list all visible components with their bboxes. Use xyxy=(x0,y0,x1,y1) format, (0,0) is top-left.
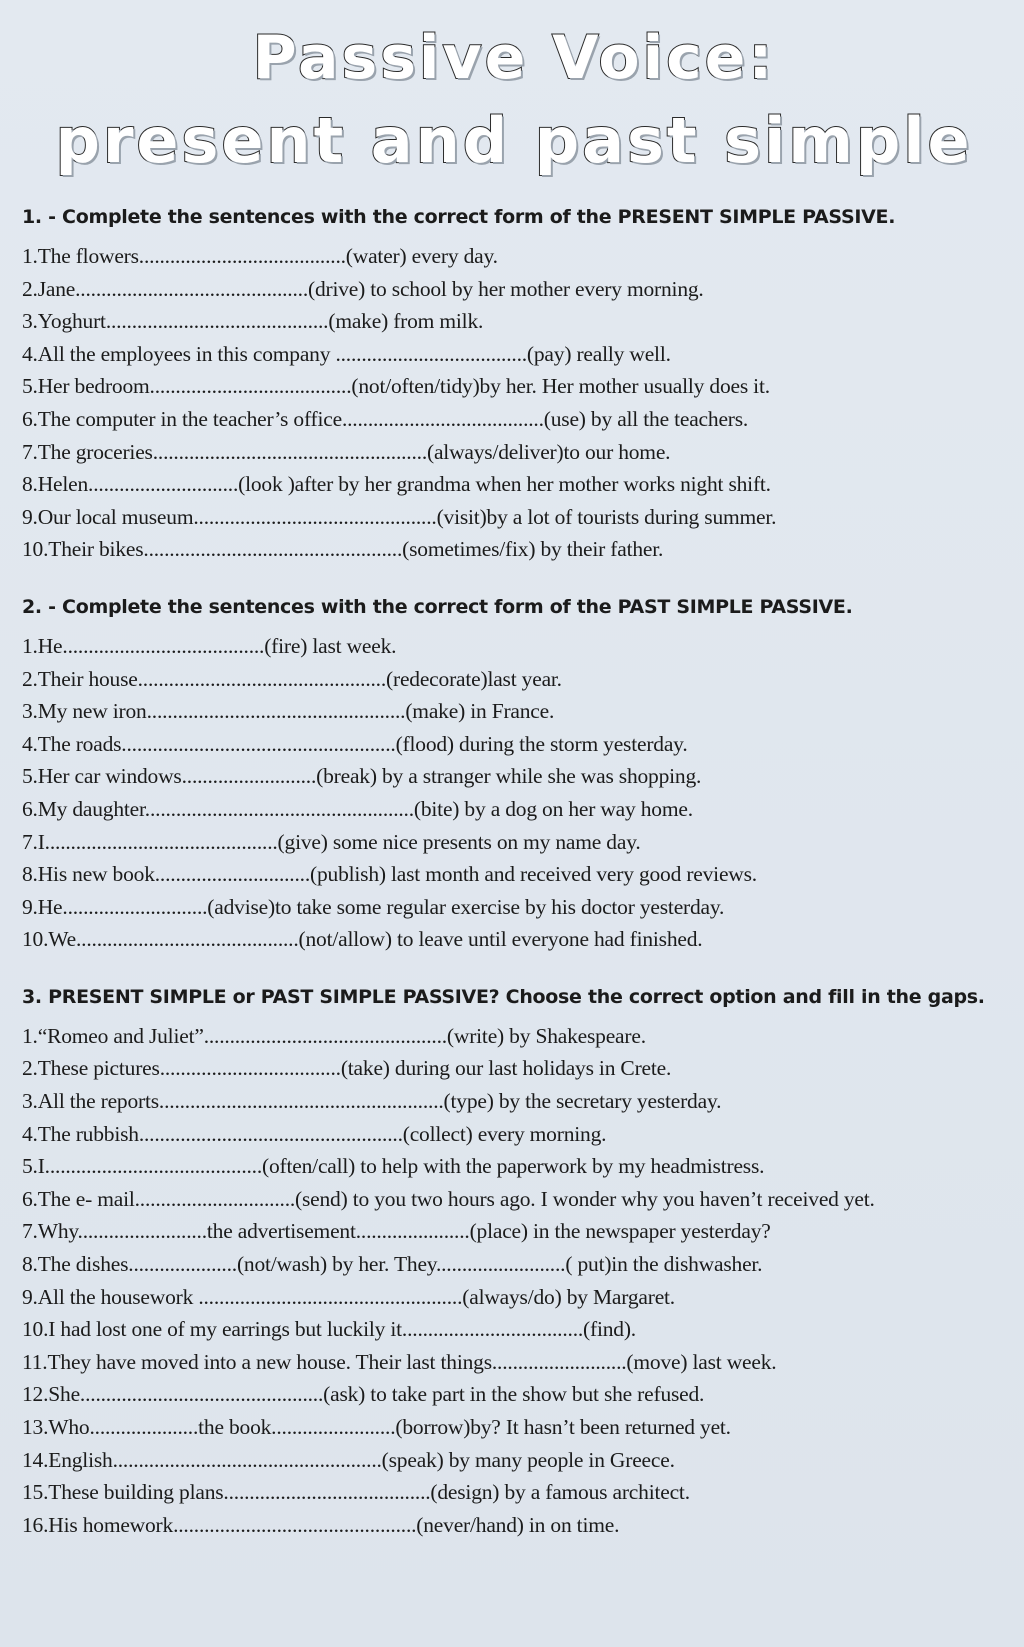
exercise-item: 1.He.......................................(fire) last week. xyxy=(22,633,397,658)
exercise-item: 2.These pictures...................................(take) during our last holidays in Crete. xyxy=(22,1056,672,1081)
exercise-item: 9.All the housework ...................................................(always/do) by Margaret. xyxy=(22,1284,675,1309)
section-3-heading: 3. PRESENT SIMPLE or PAST SIMPLE PASSIVE? Choose the correct option and fill in the gaps. xyxy=(22,985,985,1008)
exercise-item: 1.“Romeo and Juliet”...............................................(write) by Shakespeare. xyxy=(22,1023,646,1048)
exercise-item: 5.I..........................................(often/call) to help with the paperwork by my headmistress. xyxy=(22,1154,765,1179)
exercise-item: 13.Who.....................the book........................(borrow)by? It hasn’t been returned yet. xyxy=(22,1415,731,1439)
exercise-item: 3.All the reports.......................................................(type) by the secretary yesterday. xyxy=(22,1089,722,1114)
section-3-list xyxy=(22,1020,1006,1542)
exercise-item: 10.We...........................................(not/allow) to leave until everyone had finished. xyxy=(22,927,703,952)
title-line-1: Passive Voice: xyxy=(252,23,776,93)
exercise-item: 5.Her car windows..........................(break) by a stranger while she was shopping. xyxy=(22,764,702,789)
exercise-item: 8.The dishes.....................(not/wash) by her. They.........................( put)in the dishwasher. xyxy=(22,1252,763,1277)
exercise-item: 11.They have moved into a new house. Their last things..........................(move) last week. xyxy=(22,1349,777,1374)
section-1-heading: 1. - Complete the sentences with the correct form of the PRESENT SIMPLE PASSIVE. xyxy=(22,206,896,228)
exercise-item: 5.Her bedroom.......................................(not/often/tidy)by her. Her mother usually does it. xyxy=(22,374,770,399)
exercise-item: 9.Our local museum...............................................(visit)by a lot of tourists during summer. xyxy=(22,504,777,529)
exercise-item: 12.She...............................................(ask) to take part in the show but she refused. xyxy=(22,1382,705,1407)
exercise-item: 10.Their bikes..................................................(sometimes/fix) by their father. xyxy=(22,537,664,562)
section-2-heading: 2. - Complete the sentences with the correct form of the PAST SIMPLE PASSIVE. xyxy=(22,595,853,618)
exercise-item: 7.Why.........................the advertisement......................(place) in the newspaper yesterday? xyxy=(22,1219,771,1244)
exercise-item: 9.He............................(advise)to take some regular exercise by his doctor yesterday. xyxy=(22,894,725,919)
section-1-list xyxy=(22,240,1006,566)
exercise-item: 6.The e- mail...............................(send) to you two hours ago. I wonder why you haven’t received yet. xyxy=(22,1186,875,1211)
exercise-item: 7.The groceries.....................................................(always/deliver)to our home. xyxy=(22,439,671,464)
exercise-item: 1.The flowers........................................(water) every day. xyxy=(22,244,498,268)
exercise-item: 2.Jane.............................................(drive) to school by her mother every morning. xyxy=(22,276,704,301)
exercise-item: 8.Helen.............................(look )after by her grandma when her mother works night shift. xyxy=(22,472,771,497)
title-line-2: present and past simple xyxy=(55,104,973,177)
exercise-item: 7.I.............................................(give) some nice presents on my name day. xyxy=(22,829,641,854)
exercise-item: 2.Their house................................................(redecorate)last year. xyxy=(22,666,562,691)
exercise-item: 8.His new book..............................(publish) last month and received very good reviews. xyxy=(22,862,757,887)
exercise-item: 15.These building plans........................................(design) by a famous architect. xyxy=(22,1480,690,1505)
exercise-item: 4.The roads.....................................................(flood) during the storm yesterday. xyxy=(22,731,688,756)
exercise-item: 3.Yoghurt...........................................(make) from milk. xyxy=(22,309,484,334)
exercise-item: 4.The rubbish...................................................(collect) every morning. xyxy=(22,1121,607,1146)
exercise-item: 6.The computer in the teacher’s office.......................................(use) by all the teachers. xyxy=(22,406,749,431)
section-2-list xyxy=(22,630,1006,956)
exercise-item: 14.English....................................................(speak) by many people in Greece. xyxy=(22,1447,675,1472)
exercise-item: 4.All the employees in this company .....................................(pay) really well. xyxy=(22,341,671,366)
exercise-item: 3.My new iron..................................................(make) in France. xyxy=(22,699,555,724)
exercise-item: 6.My daughter....................................................(bite) by a dog on her way home. xyxy=(22,796,693,821)
exercise-item: 10.I had lost one of my earrings but luckily it...................................(find). xyxy=(22,1317,636,1342)
exercise-item: 16.His homework...............................................(never/hand) in on time. xyxy=(22,1512,620,1537)
